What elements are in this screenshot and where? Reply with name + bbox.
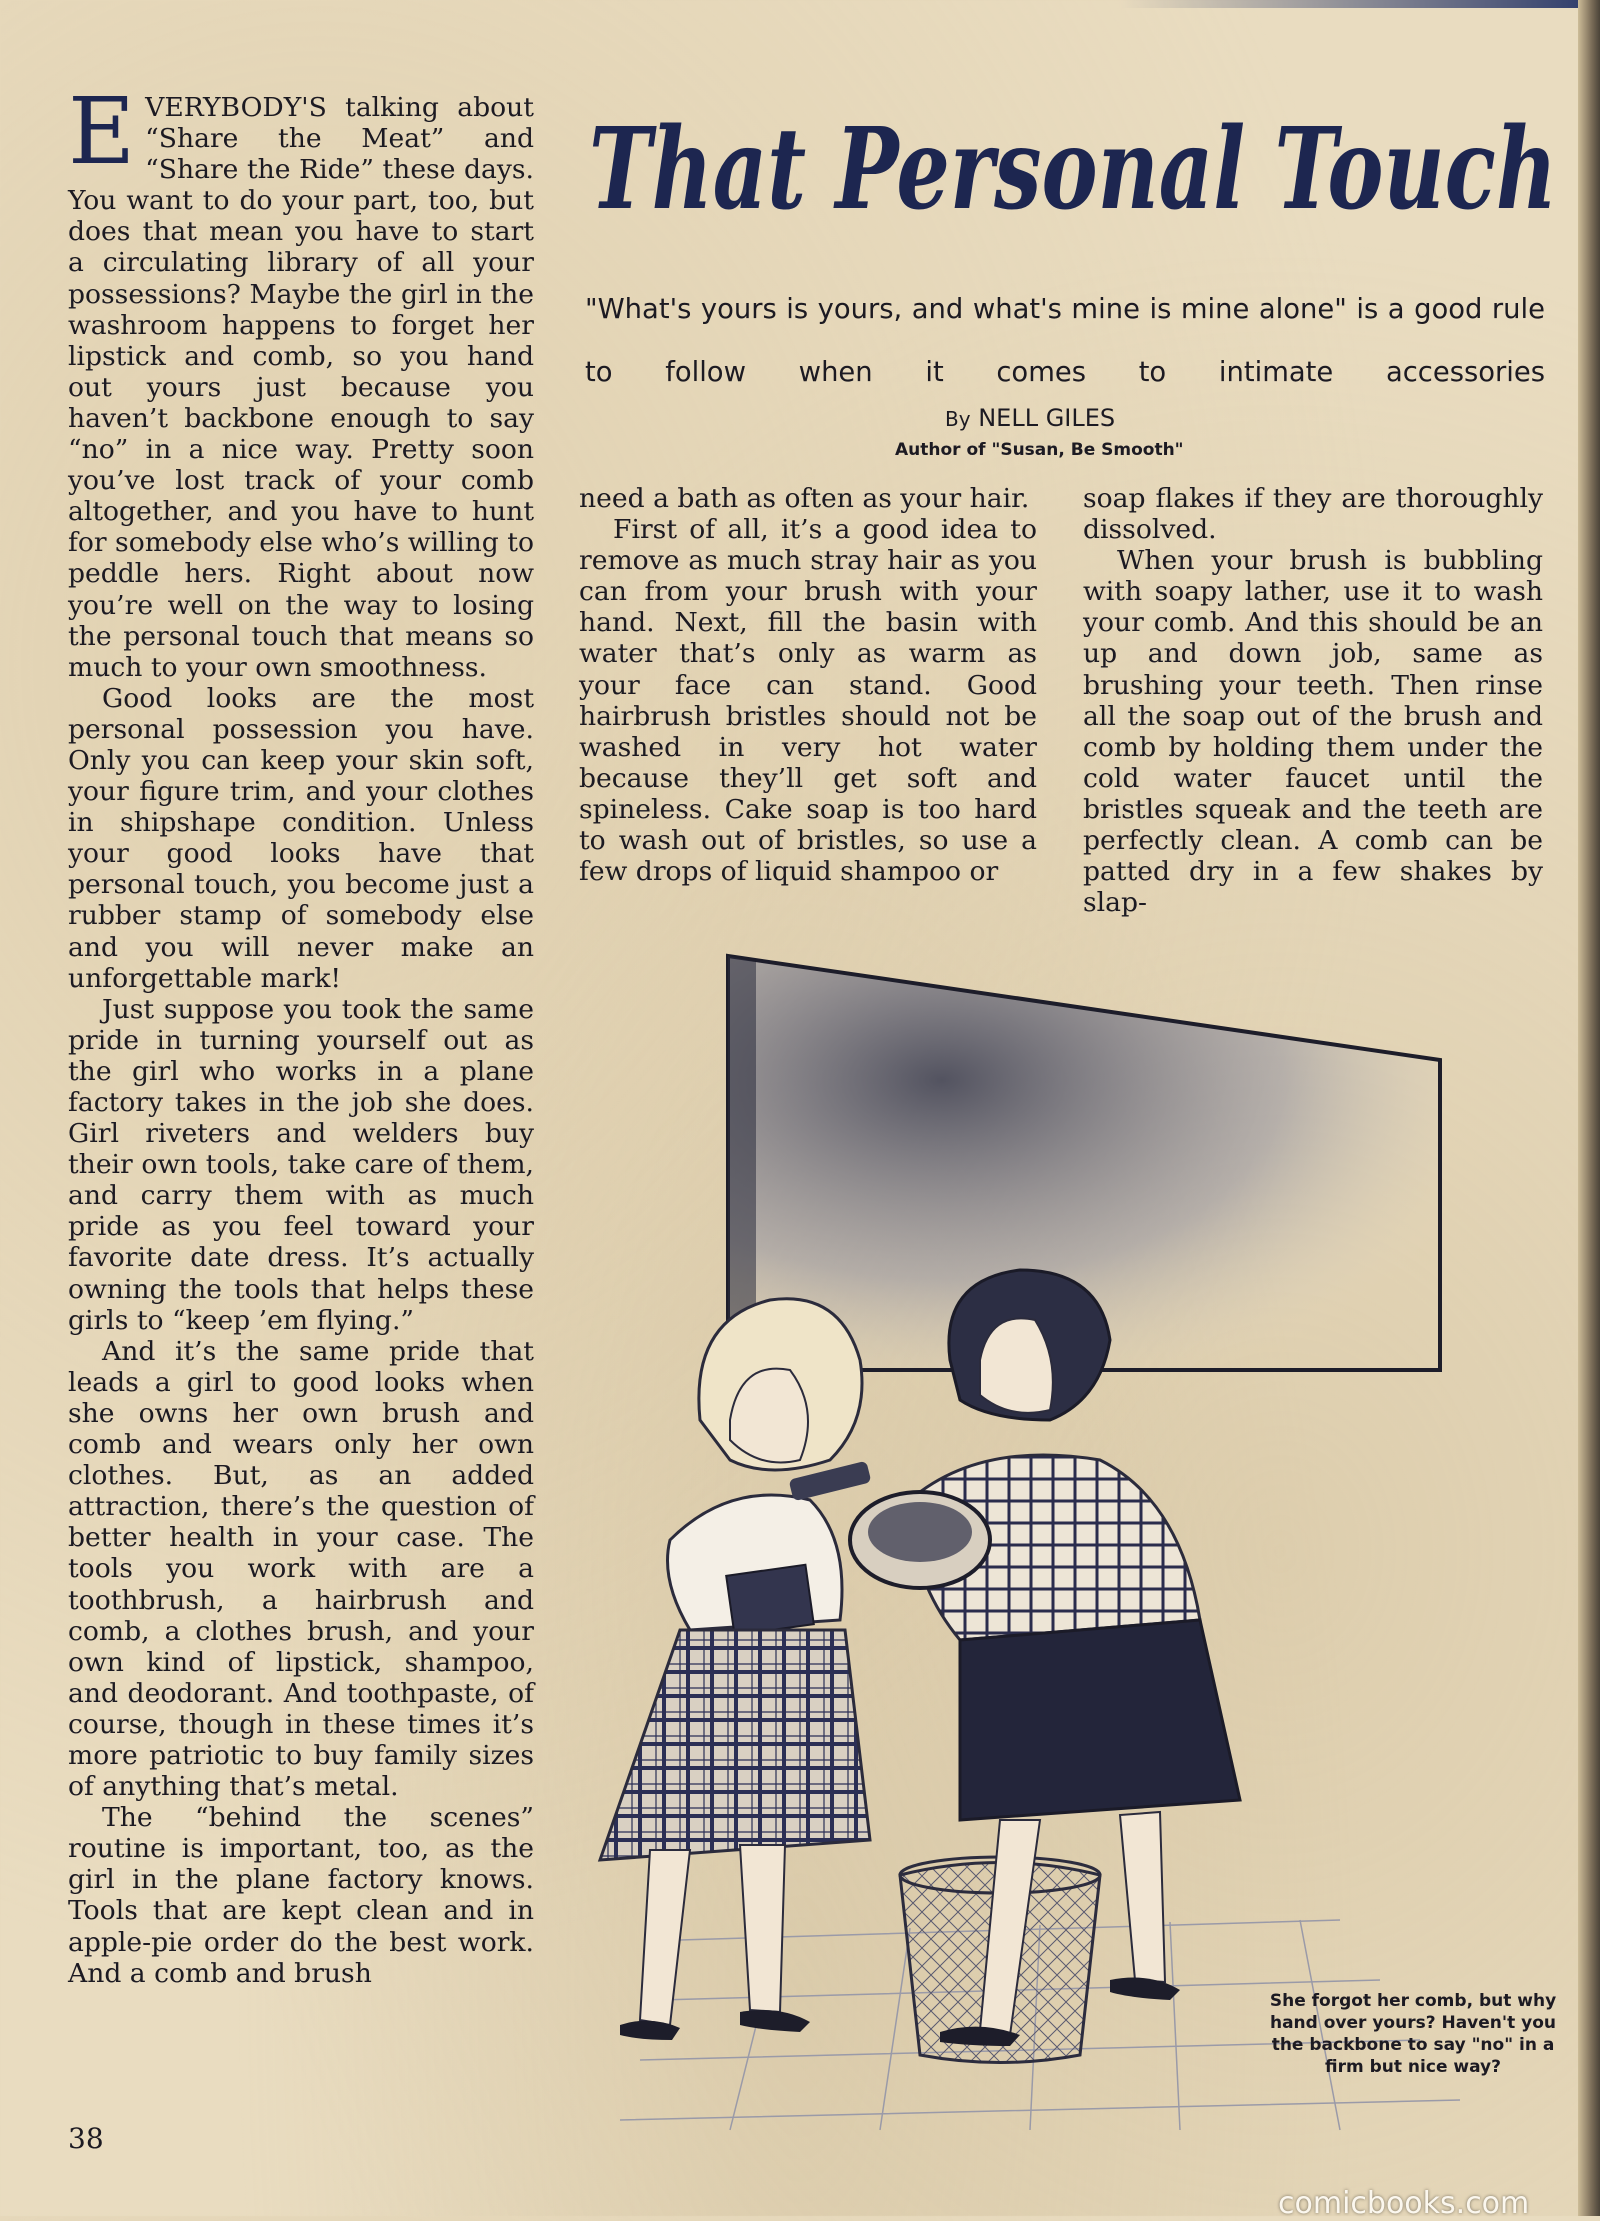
watermark: comicbooks.com (1278, 2186, 1530, 2221)
page-binding-edge (1578, 0, 1600, 2216)
article-paragraph-9: When your brush is bubbling with soapy lather, use it to wash your comb. And this should be an up and down job, same as brushing your teeth. Then rinse all the soap out of the brush and comb by holding them under the cold water faucet until the bristles squeak and the teeth are perfectly clean. A comb can be patted dry in a few shakes by slap- (1083, 545, 1543, 919)
byline (945, 404, 1185, 432)
drop-cap: E (68, 78, 136, 185)
girl-left (600, 1299, 870, 2040)
article-subtitle: "What's yours is yours, and what's mine is mine alone" is a good rule to follow when it comes to intimate accessories (585, 294, 1545, 388)
page-top-edge (1120, 0, 1600, 8)
page-number: 38 (68, 2122, 104, 2155)
article-title (585, 86, 1565, 246)
illustration-two-girls (580, 940, 1540, 2140)
byline-label: By (945, 407, 971, 431)
author-credit: Author of "Susan, Be Smooth" (895, 440, 1184, 460)
article-paragraph-1: EVERYBODY'S talking about “Share the Meat” and “Share the Ride” these days. You want to do your part, too, but does that mean you have to start a circulating library of all your possessions? Maybe the girl in the washroom happens to forget her lipstick and comb, so you hand out yours just because you haven’t backbone enough to say “no” in a nice way. Pretty soon you’ve lost track of your comb altogether, and you have to hunt for somebody else who’s willing to peddle hers. Right about now you’re well on the way to losing the personal touch that means so much to your own smoothness. (68, 78, 534, 683)
article-column-3 (1083, 483, 1543, 918)
article-paragraph-4: And it’s the same pride that leads a girl to good looks when she owns her own brush and comb and wears only her own clothes. But, as an added attraction, there’s the question of better health in your case. The tools you work with are a toothbrush, a hairbrush and comb, a clothes brush, and your own kind of lipstick, shampoo, and deodorant. And toothpaste, of course, though in these times it’s more patriotic to buy family sizes of anything that’s metal. (68, 1335, 534, 1803)
article-column-2 (579, 483, 1037, 887)
article-paragraph-5: The “behind the scenes” routine is important, too, as the girl in the plane factory knows. Tools that are kept clean and in apple-pie order do the best work. And a comb and brush (68, 1802, 534, 1989)
article-column-1 (68, 78, 534, 1989)
article-paragraph-7: First of all, it’s a good idea to remove as much stray hair as you can from your brush with your hand. Next, fill the basin with water that’s only as warm as your face can stand. Good hairbrush bristles should not be washed in very hot water because they’ll get soft and spineless. Cake soap is too hard to wash out of bristles, so use a few drops of liquid shampoo or (579, 514, 1037, 888)
illustration-caption: She forgot her comb, but why hand over yours? Haven't you the backbone to say "no" in a firm but nice way? (1269, 1991, 1557, 2077)
article-paragraph-3: Just suppose you took the same pride in turning yourself out as the girl who works in a plane factory takes in the job she does. Girl riveters and welders buy their own tools, take care of them, and carry them with as much pride as you feel toward your favorite date dress. It’s actually owning the tools that helps these girls to “keep ’em flying.” (68, 993, 534, 1336)
article-title-text: That Personal Touch (589, 104, 1557, 235)
article-paragraph-8: soap flakes if they are thoroughly dissolved. (1083, 483, 1543, 546)
article-paragraph-6: need a bath as often as your hair. (579, 483, 1030, 514)
author-name: NELL GILES (978, 404, 1116, 432)
article-paragraph-2: Good looks are the most personal possession you have. Only you can keep your skin soft, your figure trim, and your clothes in shipshape condition. Unless your good looks have that personal touch, you become just a rubber stamp of somebody else and you will never make an unforgettable mark! (68, 682, 534, 994)
